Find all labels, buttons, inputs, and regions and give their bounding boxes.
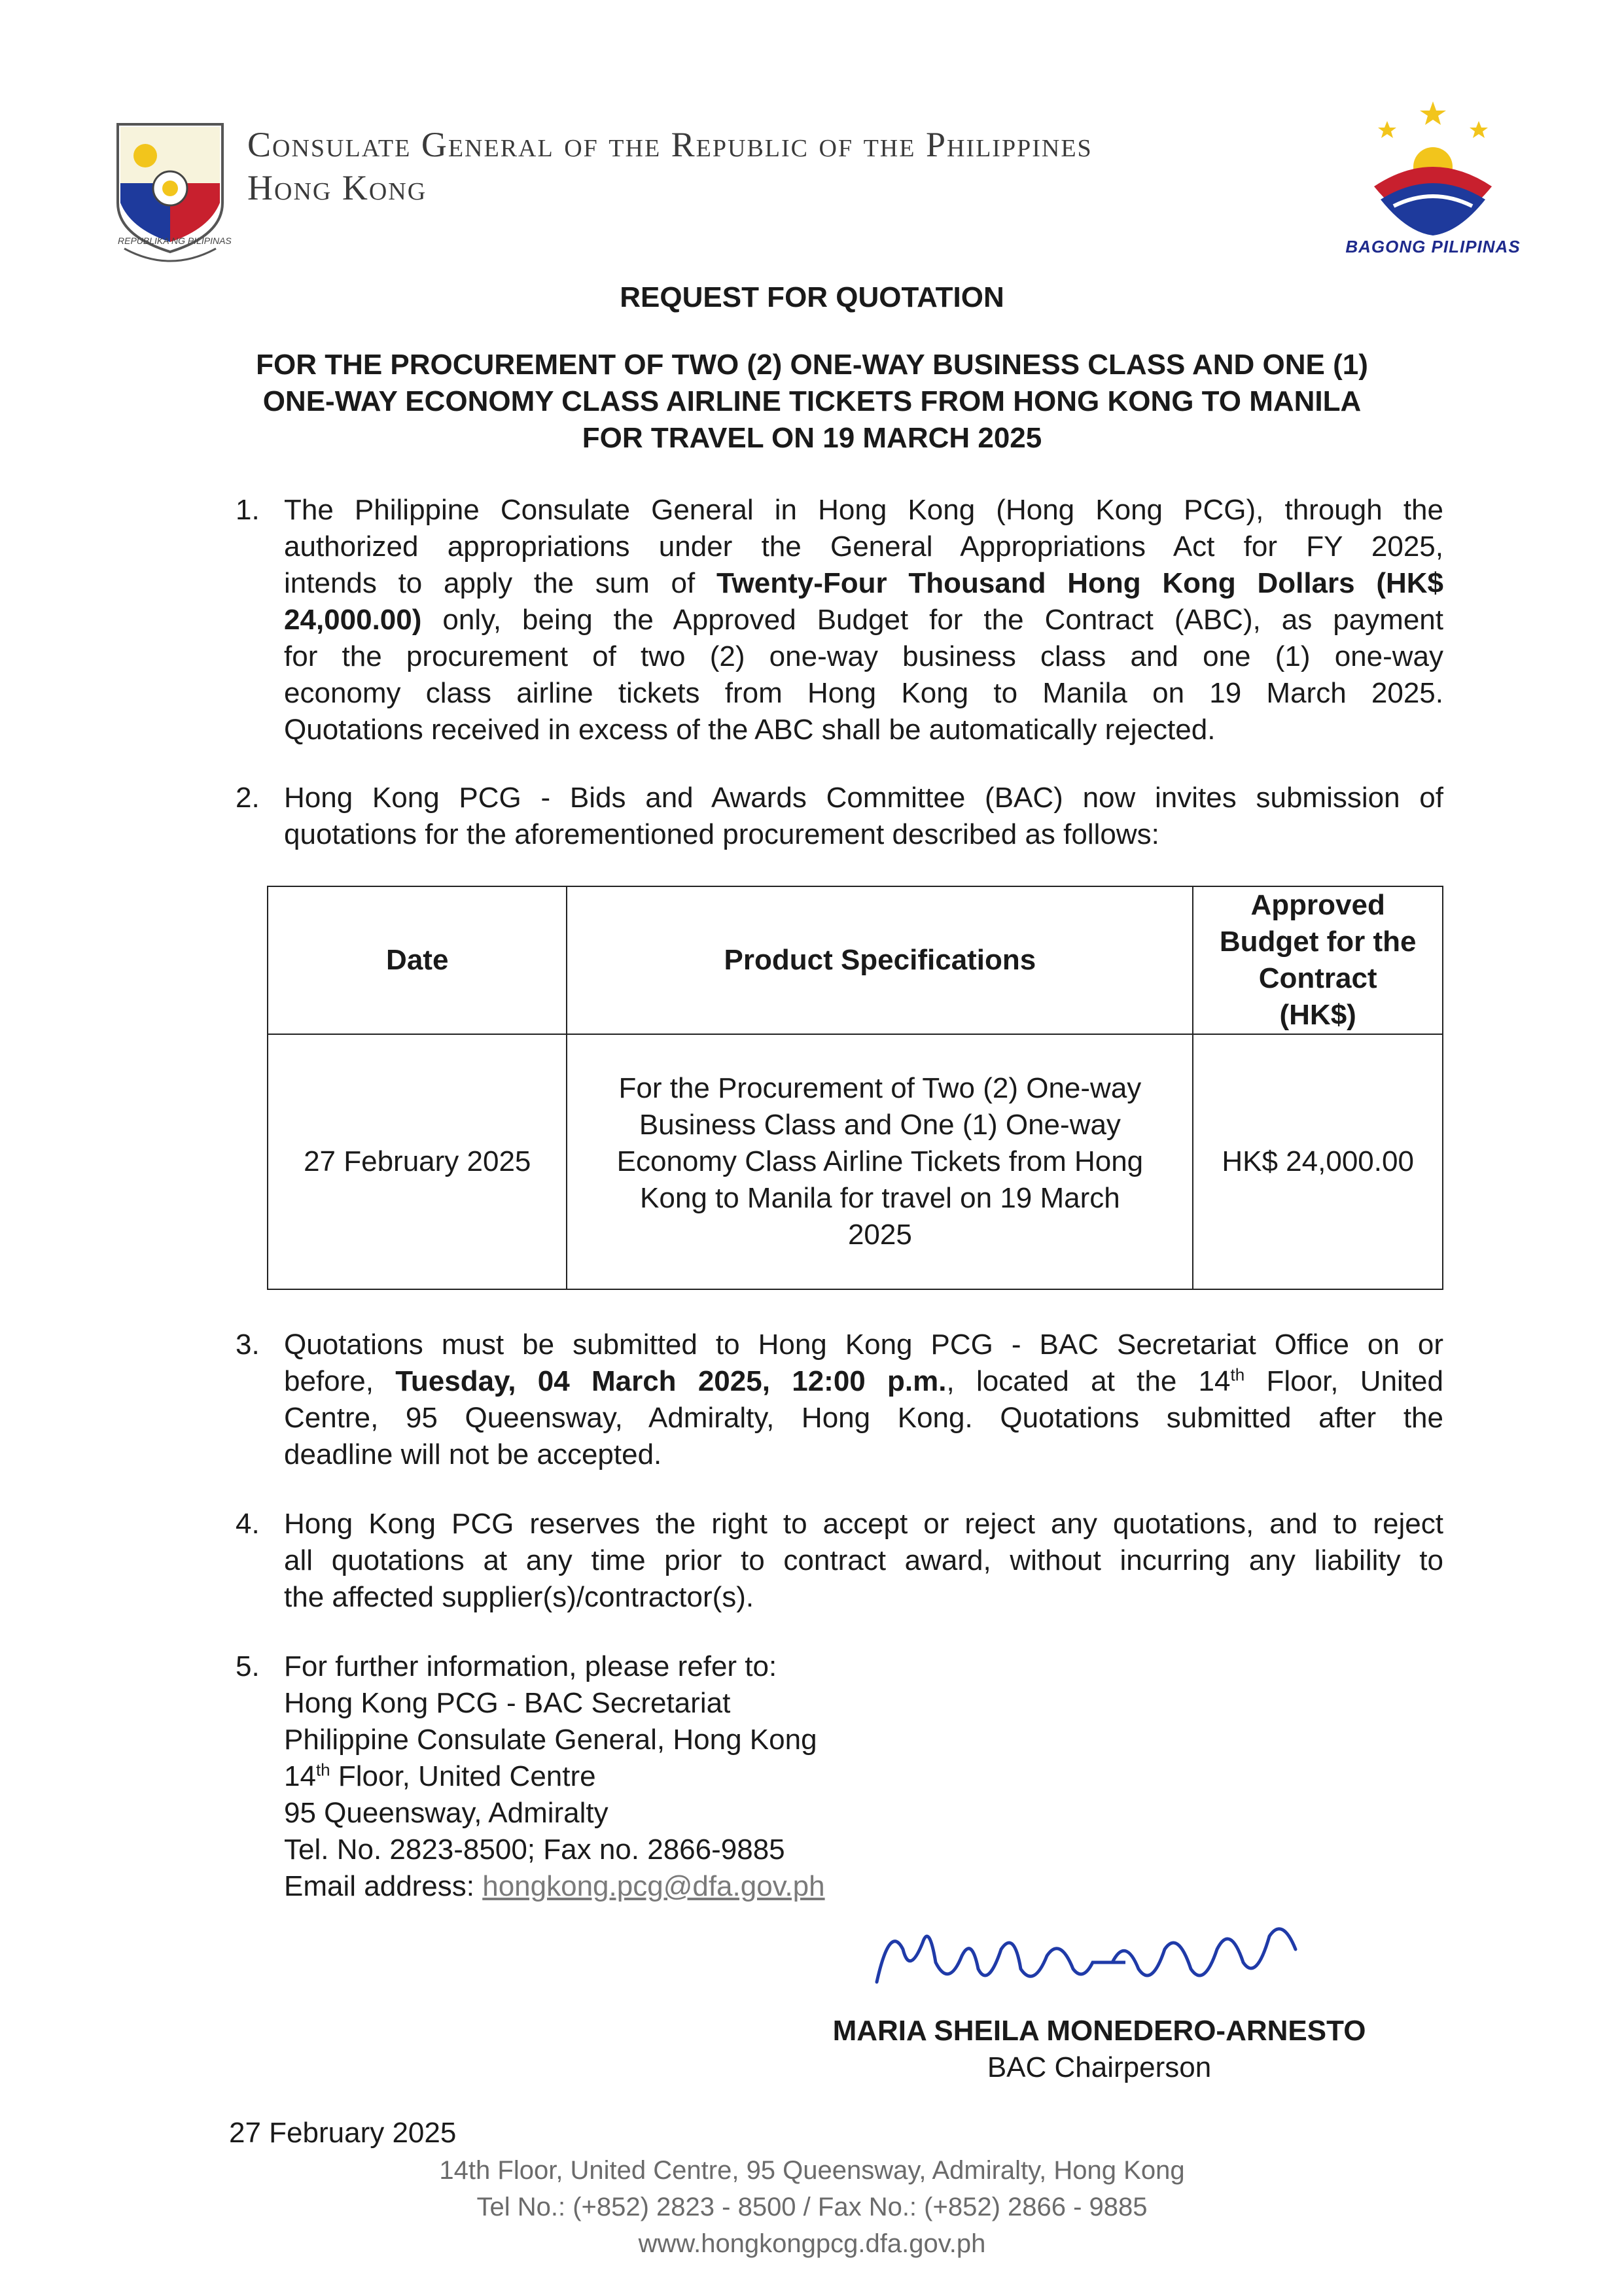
subject-line-2: ONE-WAY ECONOMY CLASS AIRLINE TICKETS FROM HONG KONG TO MANILA [262,385,1362,417]
footer-address: 14th Floor, United Centre, 95 Queensway, Admiralty, Hong Kong [439,2156,1185,2185]
abc-header-line-1: Approved [1250,889,1385,921]
abc-header [1193,886,1443,1034]
para1-line-5: for the procurement of two (2) one-way business class and one (1) one-way [284,640,1443,672]
paragraph-number: 5. [236,1650,260,1682]
spec-line-5: 2025 [847,1219,912,1251]
spec-line-2: Business Class and One (1) One-way [639,1109,1121,1141]
para2-line-2: quotations for the aforementioned procurement described as follows: [284,818,1159,850]
ordinal-suffix: th [1230,1365,1245,1385]
spec-header: Product Specifications [567,886,1193,1034]
para1-line-2: authorized appropriations under the General Appropriations Act for FY 2025, [284,531,1443,563]
abc-cell: HK$ 24,000.00 [1193,1034,1443,1289]
para1-line-7: Quotations received in excess of the ABC shall be automatically rejected. [284,714,1216,746]
para3-located: , located at the 14 [946,1365,1231,1397]
header-line-2: Hong Kong [247,168,427,207]
para4-line-2: all quotations at any time prior to contract award, without incurring any liability to [284,1544,1443,1576]
para3-before: before, [284,1365,374,1397]
abc-header-line-4: (HK$) [1279,999,1356,1031]
table-header-row [268,886,1443,1034]
subject-heading [0,347,1624,457]
abc-header-line-3: Contract [1258,962,1377,994]
para1-line-1: The Philippine Consulate General in Hong Kong (Hong Kong PCG), through the [284,494,1443,526]
footer-website[interactable]: www.hongkongpcg.dfa.gov.ph [638,2229,986,2258]
signer-name: MARIA SHEILA MONEDERO-ARNESTO [832,2015,1366,2047]
paragraph-1 [236,492,1443,748]
para2-line-1: Hong Kong PCG - Bids and Awards Committee (BAC) now invites submission of [284,782,1443,814]
para4-line-3: the affected supplier(s)/contractor(s). [284,1581,754,1613]
para5-line-5: 95 Queensway, Admiralty [284,1797,609,1829]
para3-line-4: deadline will not be accepted. [284,1438,662,1470]
table-row [268,1034,1443,1289]
deadline: Tuesday, 04 March 2025, 12:00 p.m. [395,1365,947,1397]
ordinal-suffix: th [315,1760,330,1780]
abc-amount: 24,000.00) [284,604,422,636]
para4-line-1: Hong Kong PCG reserves the right to accept or reject any quotations, and to reject [284,1508,1443,1540]
floor-number: 14 [284,1760,316,1792]
abc-words: Twenty-Four Thousand Hong Kong Dollars (HK$ [716,567,1443,599]
document-date: 27 February 2025 [229,2117,457,2149]
header-line-1: Consulate General of the Republic of the Philippines [247,125,1093,164]
para3-line-3: Centre, 95 Queensway, Admiralty, Hong Kong. Quotations submitted after the [284,1402,1443,1434]
para1-line-3-text: intends to apply the sum of [284,567,696,599]
spec-line-4: Kong to Manila for travel on 19 March [640,1182,1120,1214]
para3-line-2 [284,1363,1443,1400]
para5-line-1: For further information, please refer to: [284,1650,777,1682]
paragraph-2 [236,780,1443,853]
abc-header-line-2: Budget for the [1219,926,1417,958]
document-title: REQUEST FOR QUOTATION [620,281,1004,313]
para5-line-7 [284,1868,1443,1905]
paragraph-4 [236,1506,1443,1616]
para1-line-6: economy class airline tickets from Hong Kong to Manila on 19 March 2025. [284,677,1443,709]
spec-line-1: For the Procurement of Two (2) One-way [618,1072,1142,1104]
subject-line-1: FOR THE PROCUREMENT OF TWO (2) ONE-WAY BUSINESS CLASS AND ONE (1) [256,349,1368,381]
floor-text: Floor, United Centre [330,1760,596,1792]
paragraph-3 [236,1327,1443,1473]
para1-line-4-text: only, being the Approved Budget for the Contract (ABC), as payment [442,604,1443,636]
para1-line-3 [284,565,1443,602]
consulate-header [247,123,1093,209]
email-link[interactable]: hongkong.pcg@dfa.gov.ph [482,1870,825,1902]
spec-line-3: Economy Class Airline Tickets from Hong [616,1145,1144,1177]
bagong-pilipinas-logo [1348,95,1518,258]
para5-line-6: Tel. No. 2823-8500; Fax no. 2866-9885 [284,1834,785,1866]
handwritten-signature [864,1910,1322,2008]
footer-phone: Tel No.: (+852) 2823 - 8500 / Fax No.: (+852) 2866 - 9885 [476,2193,1148,2221]
para5-line-2: Hong Kong PCG - BAC Secretariat [284,1687,731,1719]
paragraph-number: 2. [236,782,260,814]
paragraph-number: 1. [236,494,260,526]
email-label: Email address: [284,1870,483,1902]
para5-line-3: Philippine Consulate General, Hong Kong [284,1724,817,1756]
seal-text: REPUBLIKA NG PILIPINAS [118,235,232,246]
spec-cell [567,1034,1193,1289]
para3-floor: Floor, United [1244,1365,1443,1397]
date-cell: 27 February 2025 [268,1034,567,1289]
bagong-pilipinas-label: BAGONG PILIPINAS [1345,237,1521,256]
date-header: Date [268,886,567,1034]
para1-line-4 [284,602,1443,638]
procurement-table [267,886,1443,1290]
paragraph-number: 4. [236,1508,260,1540]
subject-line-3: FOR TRAVEL ON 19 MARCH 2025 [582,422,1042,454]
paragraph-number: 3. [236,1329,260,1361]
paragraph-5 [236,1648,1443,1905]
para3-line-1: Quotations must be submitted to Hong Kong PCG - BAC Secretariat Office on or [284,1329,1443,1361]
para5-line-4 [284,1758,1443,1795]
signer-role: BAC Chairperson [987,2051,1212,2083]
